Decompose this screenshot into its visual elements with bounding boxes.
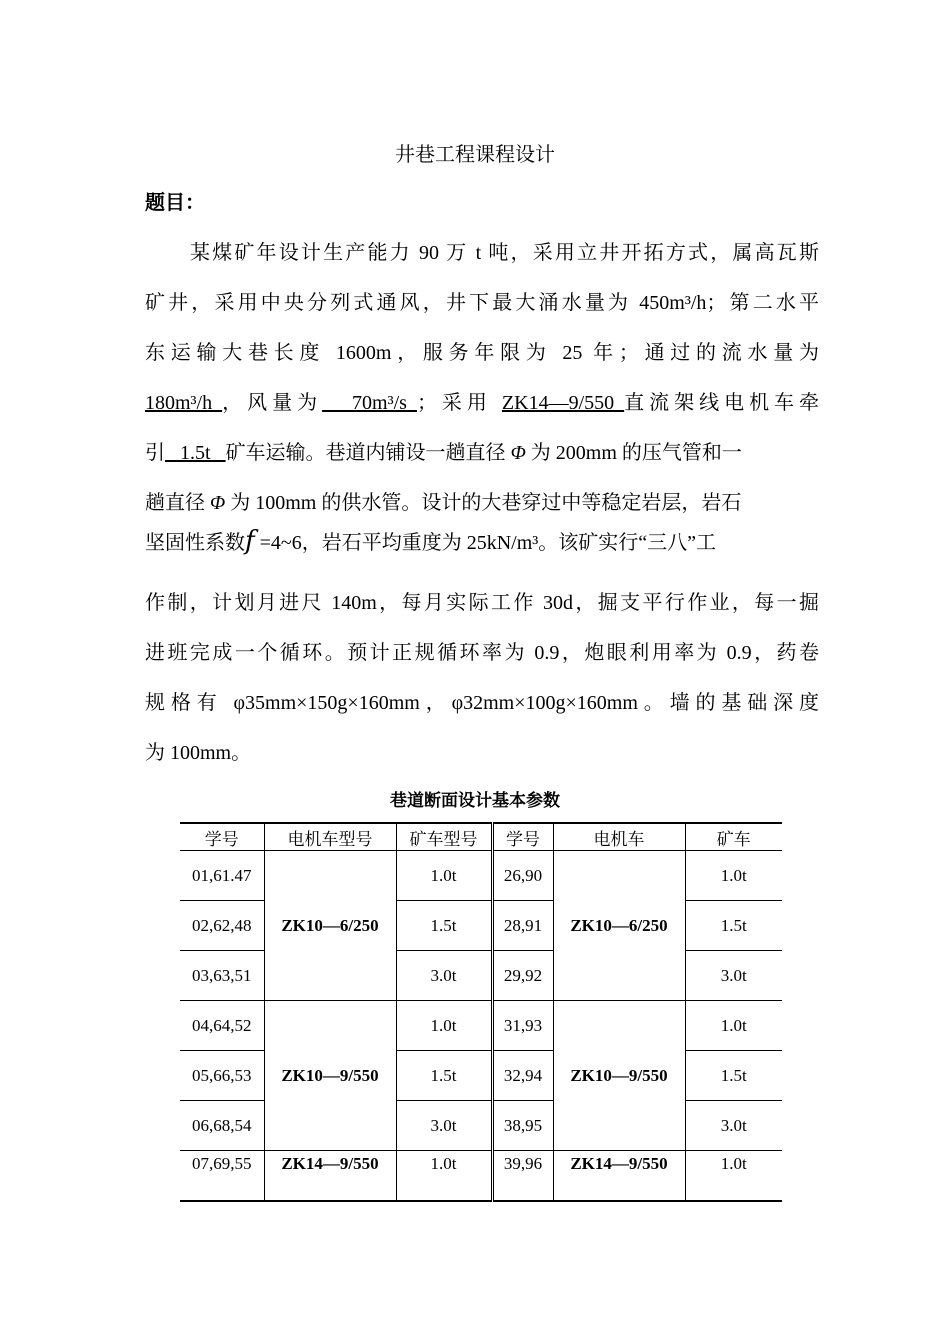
header-locomotive: 电机车 bbox=[553, 823, 685, 851]
cell-locomotive-model: ZK14—9/550 bbox=[264, 1151, 396, 1202]
cell-student-id-2: 31,93 bbox=[492, 1001, 553, 1051]
cell-student-id: 07,69,55 bbox=[180, 1151, 264, 1202]
line4-sep1: ，风量为 bbox=[222, 392, 323, 414]
header-car-model: 矿车型号 bbox=[396, 823, 492, 851]
line7-post: =4~6，岩石平均重度为 25kN/m³。该矿实行“三八”工 bbox=[254, 532, 717, 554]
cell-student-id-2: 32,94 bbox=[492, 1051, 553, 1101]
header-car: 矿车 bbox=[685, 823, 782, 851]
cell-student-id: 06,68,54 bbox=[180, 1101, 264, 1151]
cell-car: 1.0t bbox=[685, 851, 782, 901]
line5-post: 矿车运输。巷道内铺设一趟直径 bbox=[225, 442, 511, 464]
document-title: 井巷工程课程设计 bbox=[395, 142, 555, 166]
cell-car: 1.5t bbox=[685, 901, 782, 951]
cell-locomotive-model: ZK10—6/250 bbox=[264, 851, 396, 1001]
table-row bbox=[180, 1151, 782, 1202]
cell-locomotive: ZK10—9/550 bbox=[553, 1001, 685, 1151]
cell-car: 1.5t bbox=[685, 1051, 782, 1101]
cell-car: 1.0t bbox=[685, 1001, 782, 1051]
cell-locomotive: ZK10—6/250 bbox=[553, 851, 685, 1001]
cell-student-id: 02,62,48 bbox=[180, 901, 264, 951]
phi-symbol: Φ bbox=[510, 442, 526, 464]
table-caption: 巷道断面设计基本参数 bbox=[390, 791, 560, 811]
paragraph-line-2: 矿井，采用中央分列式通风，井下最大涌水量为 450m³/h；第二水平 bbox=[145, 292, 819, 314]
subject-label: 题目： bbox=[145, 190, 205, 214]
line4-sep2: ；采用 bbox=[416, 392, 502, 414]
line6-pre: 趟直径 bbox=[145, 492, 210, 514]
paragraph-line-11: 为 100mm。 bbox=[145, 742, 252, 764]
header-locomotive-model: 电机车型号 bbox=[264, 823, 396, 851]
paragraph-line-7 bbox=[145, 526, 819, 556]
car-value: 1.5t bbox=[165, 442, 226, 464]
cell-car: 3.0t bbox=[685, 951, 782, 1001]
cell-car-model: 1.0t bbox=[396, 1001, 492, 1051]
paragraph-line-1: 某煤矿年设计生产能力 90 万 t 吨，采用立井开拓方式，属高瓦斯 bbox=[190, 242, 819, 264]
air-value: 70m³/s bbox=[322, 392, 417, 414]
cell-student-id-2: 26,90 bbox=[492, 851, 553, 901]
cell-locomotive: ZK14—9/550 bbox=[553, 1151, 685, 1202]
paragraph-line-6 bbox=[145, 486, 819, 515]
paragraph-line-9: 进班完成一个循环。预计正规循环率为 0.9，炮眼利用率为 0.9，药卷 bbox=[145, 642, 819, 664]
cell-car-model: 3.0t bbox=[396, 1101, 492, 1151]
cell-car-model: 1.0t bbox=[396, 851, 492, 901]
cell-student-id-2: 28,91 bbox=[492, 901, 553, 951]
cell-student-id: 04,64,52 bbox=[180, 1001, 264, 1051]
paragraph-line-8: 作制，计划月进尺 140m，每月实际工作 30d，掘支平行作业，每一掘 bbox=[145, 592, 819, 614]
line5-post2: 为 200mm 的压气管和一 bbox=[525, 442, 742, 464]
table-header-row bbox=[180, 823, 782, 851]
line5-pre: 引 bbox=[145, 442, 165, 464]
table-row bbox=[180, 851, 782, 901]
parameters-table bbox=[180, 822, 782, 1202]
header-student-id-2: 学号 bbox=[492, 823, 553, 851]
cell-car-model: 1.0t bbox=[396, 1151, 492, 1202]
paragraph-line-10: 规格有 φ35mm×150g×160mm，φ32mm×100g×160mm。墙的基础深度 bbox=[145, 692, 819, 714]
cell-student-id: 03,63,51 bbox=[180, 951, 264, 1001]
cell-car-model: 3.0t bbox=[396, 951, 492, 1001]
cell-student-id: 05,66,53 bbox=[180, 1051, 264, 1101]
cell-car-model: 1.5t bbox=[396, 901, 492, 951]
cell-student-id-2: 29,92 bbox=[492, 951, 553, 1001]
locomotive-model: ZK14—9/550 bbox=[501, 392, 625, 414]
cell-car: 1.0t bbox=[685, 1151, 782, 1202]
cell-student-id: 01,61.47 bbox=[180, 851, 264, 901]
f-symbol: f bbox=[245, 526, 255, 556]
paragraph-line-3: 东运输大巷长度 1600m，服务年限为 25 年；通过的流水量为 bbox=[145, 342, 819, 364]
cell-car: 3.0t bbox=[685, 1101, 782, 1151]
header-student-id: 学号 bbox=[180, 823, 264, 851]
table-row bbox=[180, 1001, 782, 1051]
cell-student-id-2: 38,95 bbox=[492, 1101, 553, 1151]
flow-value: 180m³/h bbox=[145, 392, 223, 414]
line4-tail: 直流架线电机车牵 bbox=[624, 392, 820, 414]
cell-car-model: 1.5t bbox=[396, 1051, 492, 1101]
paragraph-line-5 bbox=[145, 436, 819, 465]
phi-symbol-2: Φ bbox=[210, 492, 226, 514]
cell-locomotive-model: ZK10—9/550 bbox=[264, 1001, 396, 1151]
cell-student-id-2: 39,96 bbox=[492, 1151, 553, 1202]
line6-post: 为 100mm 的供水管。设计的大巷穿过中等稳定岩层，岩石 bbox=[225, 492, 742, 514]
paragraph-line-4 bbox=[145, 386, 819, 415]
line7-pre: 坚固性系数 bbox=[145, 532, 245, 554]
